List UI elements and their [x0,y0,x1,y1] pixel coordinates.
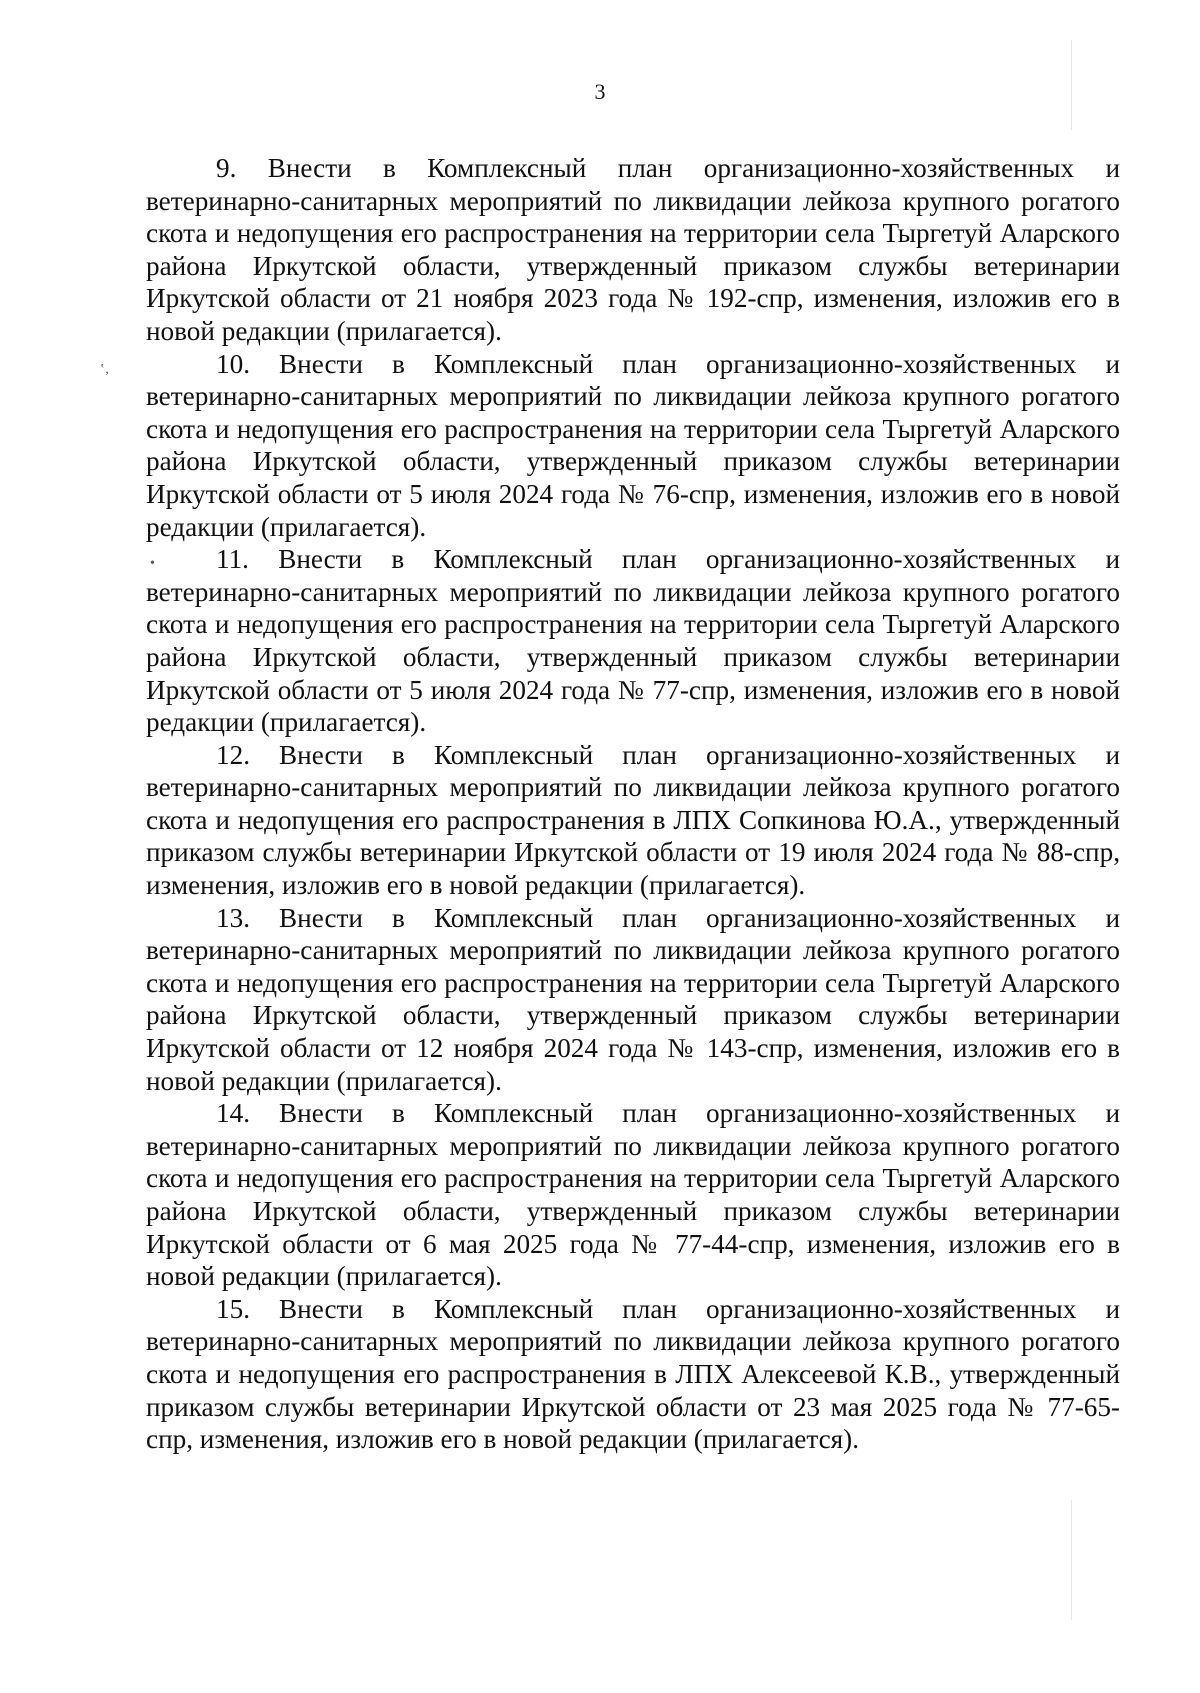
document-body [146,152,1120,1456]
paragraph-item-13: 13. Внести в Комплексный план организационно-хозяйственных и ветеринарно-санитарных мероприятий по ликвидации лейкоза крупного рогатого скота и недопущения его распространения на территории села Тыргетуй Аларского района Иркутской области, утвержденный приказом службы ветеринарии Иркутской области от 12 ноября 2024 года № 143-спр, изменения, изложив его в новой редакции (прилагается). [146,902,1120,1096]
paragraph-item-12: 12. Внести в Комплексный план организационно-хозяйственных и ветеринарно-санитарных мероприятий по ликвидации лейкоза крупного рогатого скота и недопущения его распространения в ЛПХ Сопкинова Ю.А., утвержденный приказом службы ветеринарии Иркутской области от 19 июля 2024 года № 88-спр, изменения, изложив его в новой редакции (прилагается). [146,739,1120,901]
paragraph-item-11: 11. Внести в Комплексный план организационно-хозяйственных и ветеринарно-санитарных мероприятий по ликвидации лейкоза крупного рогатого скота и недопущения его распространения на территории села Тыргетуй Аларского района Иркутской области, утвержденный приказом службы ветеринарии Иркутской области от 5 июля 2024 года № 77-спр, изменения, изложив его в новой редакции (прилагается). [146,544,1120,738]
paragraph-item-14: 14. Внести в Комплексный план организационно-хозяйственных и ветеринарно-санитарных мероприятий по ликвидации лейкоза крупного рогатого скота и недопущения его распространения на территории села Тыргетуй Аларского района Иркутской области, утвержденный приказом службы ветеринарии Иркутской области от 6 мая 2025 года № 77-44-спр, изменения, изложив его в новой редакции (прилагается). [146,1098,1120,1292]
scan-artifact-mark: ‛‚ [100,362,110,377]
paragraph-item-10: 10. Внести в Комплексный план организационно-хозяйственных и ветеринарно-санитарных мероприятий по ликвидации лейкоза крупного рогатого скота и недопущения его распространения на территории села Тыргетуй Аларского района Иркутской области, утвержденный приказом службы ветеринарии Иркутской области от 5 июля 2024 года № 76-спр, изменения, изложив его в новой редакции (прилагается). [146,348,1120,542]
page-number: 3 [594,79,606,104]
paragraph-item-9: 9. Внести в Комплексный план организационно-хозяйственных и ветеринарно-санитарных мероприятий по ликвидации лейкоза крупного рогатого скота и недопущения его распространения на территории села Тыргетуй Аларского района Иркутской области, утвержденный приказом службы ветеринарии Иркутской области от 21 ноября 2023 года № 192-спр, изменения, изложив его в новой редакции (прилагается). [146,153,1120,346]
scan-edge-artifact [1071,40,1072,130]
paragraph-item-15: 15. Внести в Комплексный план организационно-хозяйственных и ветеринарно-санитарных мероприятий по ликвидации лейкоза крупного рогатого скота и недопущения его распространения в ЛПХ Алексеевой К.В., утвержденный приказом службы ветеринарии Иркутской области от 23 мая 2025 года № 77-65-спр, изменения, изложив его в новой редакции (прилагается). [146,1293,1120,1455]
scan-edge-artifact [1071,1500,1072,1620]
scan-artifact-mark: • [150,556,155,571]
